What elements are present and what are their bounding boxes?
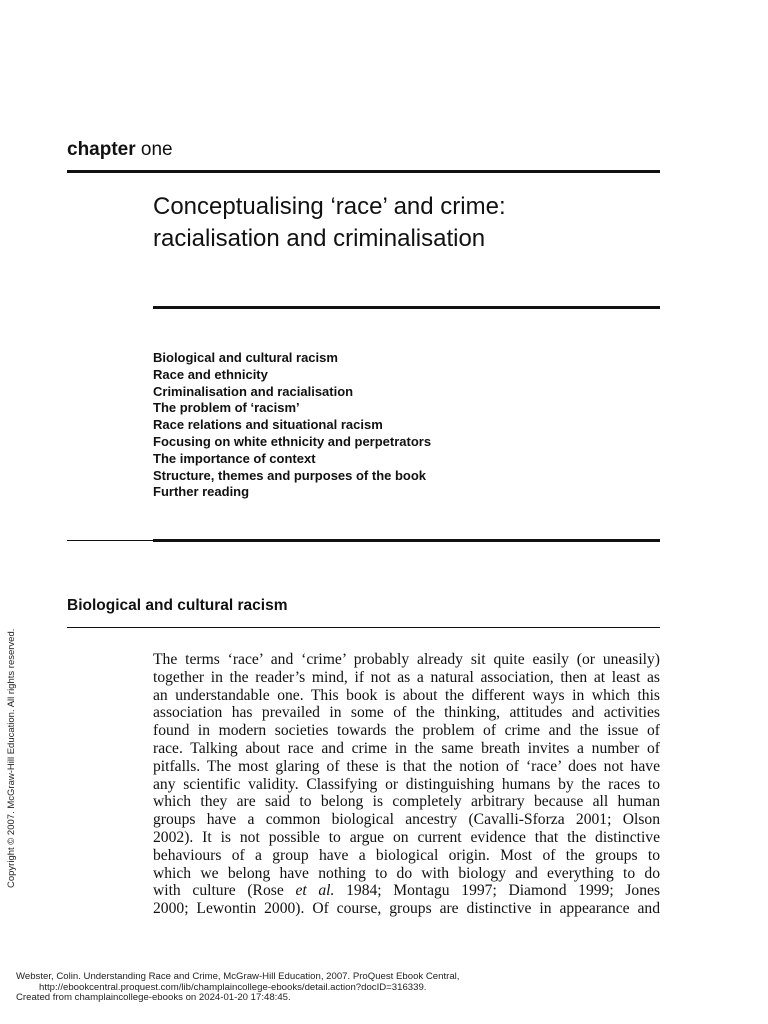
body-line: association has prevailed in some of the thinking, attitudes and activities [153, 704, 660, 722]
chapter-rule [67, 170, 660, 173]
contents-item: Further reading [153, 484, 250, 500]
body-line: 2002). It is not possible to argue on current evidence that the distinctive [153, 828, 660, 846]
chapter-title [153, 191, 663, 255]
chapter-title-line-1: Conceptualising ‘race’ and crime: [153, 193, 506, 220]
contents-item: The problem of ‘racism’ [153, 400, 300, 416]
body-line: which they are said to belong is completely arbitrary because all human [153, 793, 660, 811]
body-line-with-citation [153, 882, 660, 900]
body-line: together in the reader’s mind, if not as a natural association, then at least as [153, 668, 660, 686]
contents-item: Biological and cultural racism [153, 350, 338, 365]
body-line: which we belong have nothing to do with biology and everything to do [153, 864, 660, 882]
body-line: pitfalls. The most glaring of these is that the notion of ‘race’ does not have [153, 757, 660, 775]
chapter-label [67, 138, 173, 162]
body-paragraph [153, 651, 660, 918]
footer-line: Created from champlaincollege-ebooks on 2024-01-20 17:48:45. [16, 992, 291, 1003]
contents-item: Criminalisation and racialisation [153, 383, 354, 399]
body-line: 2000; Lewontin 2000). Of course, groups are distinctive in appearance and [153, 900, 660, 918]
contents-item: Race relations and situational racism [153, 417, 383, 433]
body-line: any scientific validity. Classifying or distinguishing humans by the races to [153, 775, 660, 793]
footer-citation [16, 972, 459, 1004]
side-copyright-notice: Copyright © 2007. McGraw-Hill Education. All rights reserved. [6, 628, 17, 888]
body-text-segment: 1984; Montagu 1997; Diamond 1999; Jones [346, 882, 661, 900]
title-rule [153, 306, 660, 309]
contents-item: Focusing on white ethnicity and perpetrators [153, 433, 432, 449]
contents-item: Race and ethnicity [153, 366, 268, 382]
italic-citation: et al. [295, 882, 335, 900]
section-rule [67, 627, 660, 628]
contents-item: The importance of context [153, 450, 316, 466]
chapter-contents [153, 350, 431, 501]
section-heading: Biological and cultural racism [67, 597, 288, 614]
body-line: groups have a common biological ancestry (Cavalli-Sforza 2001; Olson [153, 811, 660, 829]
chapter-number: one [140, 139, 173, 160]
contents-rule [153, 539, 660, 542]
body-text-segment: with culture (Rose [153, 882, 284, 900]
footer-url: http://ebookcentral.proquest.com/lib/champlaincollege-ebooks/detail.action?docID=316339. [39, 981, 427, 993]
body-line: behaviours of a group have a biological origin. Most of the groups to [153, 846, 660, 864]
body-line: The terms ‘race’ and ‘crime’ probably already sit quite easily (or uneasily) [153, 651, 660, 668]
body-line: an understandable one. This book is about the different ways in which this [153, 686, 660, 704]
footer-line: Webster, Colin. Understanding Race and Crime, McGraw-Hill Education, 2007. ProQuest Ebook Central, [16, 971, 460, 982]
body-line: race. Talking about race and crime in the same breath invites a number of [153, 739, 660, 757]
body-line: found in modern societies towards the problem of crime and the issue of [153, 722, 660, 740]
chapter-word: chapter [67, 139, 136, 160]
chapter-title-line-2: racialisation and criminalisation [153, 225, 486, 252]
contents-item: Structure, themes and purposes of the book [153, 467, 427, 483]
contents-rule-left [67, 540, 153, 541]
